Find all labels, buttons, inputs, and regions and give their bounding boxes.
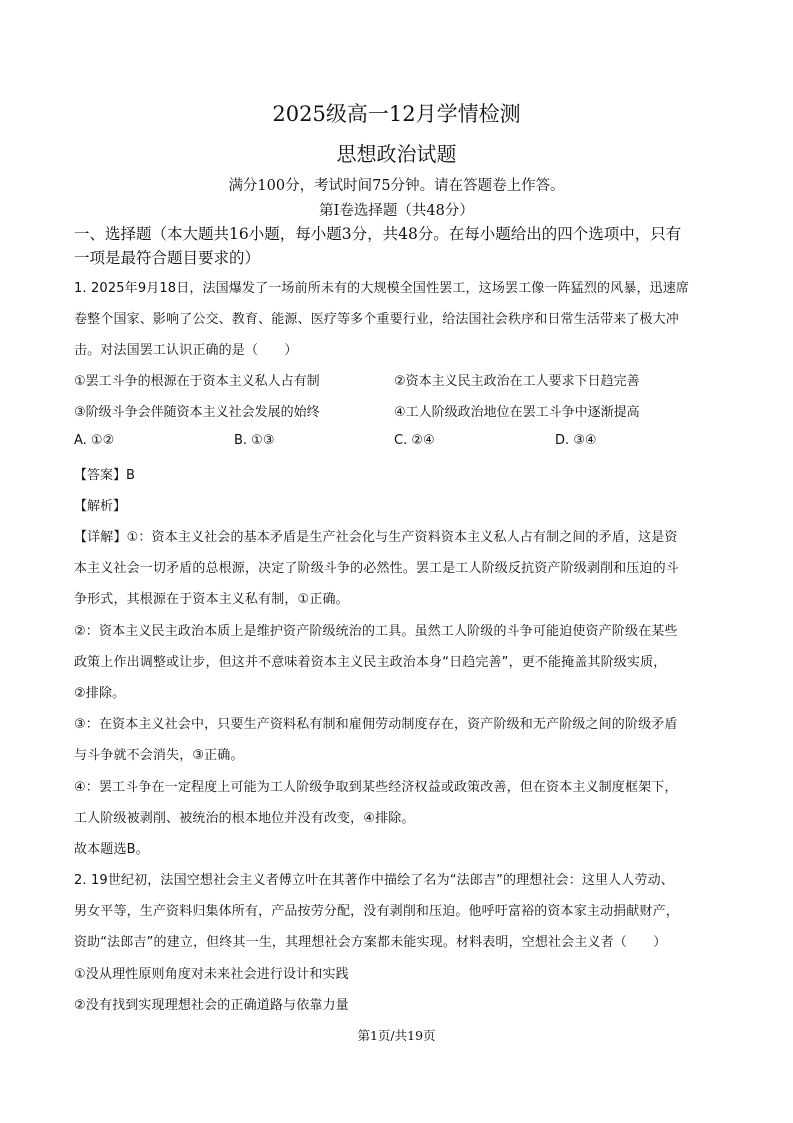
exam-title: 2025级高一12月学情检测 xyxy=(272,102,521,126)
q1-stem-line: 1. 2025年9月18日，法国爆发了一场前所未有的大规模全国性罢工，这场罢工像一阵猛烈的风暴，迅速席 xyxy=(74,281,690,296)
q1-statement-3: ③阶级斗争会伴随资本主义社会发展的始终 xyxy=(74,405,320,420)
q2-statement-1: ①没从理性原则角度对未来社会进行设计和实践 xyxy=(74,967,349,982)
q1-explanation-line: ③：在资本主义社会中，只要生产资料私有制和雇佣劳动制度存在，资产阶级和无产阶级之间的阶级矛盾 xyxy=(74,717,678,732)
section-heading-line2: 一项是最符合题目要求的） xyxy=(74,249,261,267)
q1-explanation-line: 争形式，其根源在于资本主义私有制，①正确。 xyxy=(74,592,349,607)
q1-stem-line: 卷整个国家、影响了公交、教育、能源、医疗等多个重要行业，给法国社会秩序和日常生活带来了极大冲 xyxy=(74,312,679,327)
page-number: 第1页/共19页 xyxy=(357,1028,436,1043)
q1-explanation-line: 工人阶级被剥削、被统治的根本地位并没有改变，④排除。 xyxy=(74,811,415,826)
q1-analysis-label: 【解析】 xyxy=(74,499,127,514)
q2-statement-2: ②没有找到实现理想社会的正确道路与依靠力量 xyxy=(74,998,349,1013)
q1-explanation-line: 【详解】①：资本主义社会的基本矛盾是生产社会化与生产资料资本主义私人占有制之间的矛盾，这是资 xyxy=(74,530,678,545)
exam-subject: 思想政治试题 xyxy=(336,142,457,166)
q1-explanation-line: ②排除。 xyxy=(74,686,126,701)
q1-statement-4: ④工人阶级政治地位在罢工斗争中逐渐提高 xyxy=(394,405,640,420)
q1-option-b: B. ①③ xyxy=(234,433,275,448)
q1-explanation-line: ④：罢工斗争在一定程度上可能为工人阶级争取到某些经济权益或政策改善，但在资本主义制度框架下， xyxy=(74,780,678,795)
q1-statement-2: ②资本主义民主政治在工人要求下日趋完善 xyxy=(394,374,640,389)
q2-stem-line: 2. 19世纪初，法国空想社会主义者傅立叶在其著作中描绘了名为“法郎吉”的理想社会：这里人人劳动、 xyxy=(74,873,674,888)
q1-stem-line: 击。对法国罢工认识正确的是（ ） xyxy=(74,343,298,358)
q1-explanation-line: 与斗争就不会消失，③正确。 xyxy=(74,748,244,763)
q1-option-a: A. ①② xyxy=(74,433,115,448)
q1-statement-1: ①罢工斗争的根源在于资本主义私人占有制 xyxy=(74,374,320,389)
exam-instructions: 满分100分，考试时间75分钟。请在答题卷上作答。 xyxy=(228,178,565,194)
q1-option-d: D. ③④ xyxy=(555,433,597,448)
q2-stem-line: 资助“法郎吉”的建立，但终其一生，其理想社会方案都未能实现。材料表明，空想社会主义者（ ） xyxy=(74,935,667,950)
q1-conclusion: 故本题选B。 xyxy=(74,842,149,857)
q1-explanation-line: 本主义社会一切矛盾的总根源，决定了阶级斗争的必然性。罢工是工人阶级反抗资产阶级剥削和压迫的斗 xyxy=(74,561,679,576)
q1-answer: 【答案】B xyxy=(74,468,135,483)
q1-explanation-line: ②：资本主义民主政治本质上是维护资产阶级统治的工具。虽然工人阶级的斗争可能迫使资产阶级在某些 xyxy=(74,624,678,639)
q1-explanation-line: 政策上作出调整或让步，但这并不意味着资本主义民主政治本身“日趋完善”，更不能掩盖其阶级实质， xyxy=(74,655,667,670)
q1-option-c: C. ②④ xyxy=(394,433,435,448)
part-heading: 第Ⅰ卷选择题（共48分） xyxy=(319,203,474,219)
q2-stem-line: 男女平等，生产资料归集体所有，产品按劳分配，没有剥削和压迫。他呼吁富裕的资本家主动捐献财产， xyxy=(74,904,679,919)
section-heading-line1: 一、选择题（本大题共16小题，每小题3分，共48分。在每小题给出的四个选项中，只有 xyxy=(74,225,682,243)
